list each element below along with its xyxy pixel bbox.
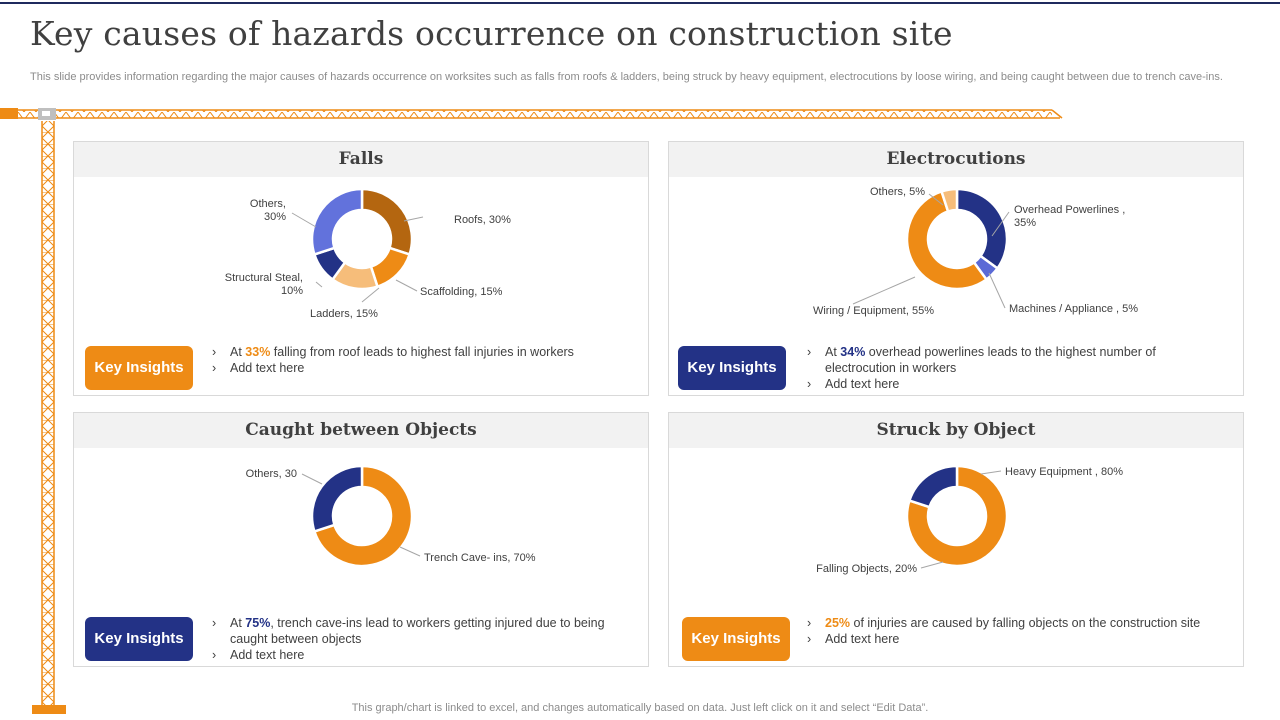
chart-falls[interactable]: [74, 177, 648, 337]
insight-item: › At 34% overhead powerlines leads to the highest number of electrocution in workers: [807, 344, 1217, 376]
insight-highlight: 25%: [825, 616, 851, 630]
slice-label: Machines / Appliance , 5%: [1009, 303, 1139, 315]
slice-label: Heavy Equipment , 80%: [1005, 466, 1124, 478]
insight-item: › At 75%, trench cave-ins lead to workers getting injured due to being caught between objects: [212, 615, 622, 647]
insight-item: › Add text here: [807, 631, 1217, 647]
insights-list-struck: [807, 615, 1217, 647]
chart-electrocutions[interactable]: [669, 177, 1243, 337]
leader-line: [292, 213, 316, 227]
insight-item: › 25% of injuries are caused by falling objects on the construction site: [807, 615, 1217, 631]
top-rule: [0, 2, 1280, 4]
slice-label: Ladders, 15%: [310, 308, 378, 320]
panel-caught: [73, 412, 649, 667]
slice-label: Roofs, 30%: [454, 214, 511, 226]
leader-line: [921, 562, 943, 568]
slice-label: Others, 30%: [249, 198, 286, 223]
key-insights-button-caught[interactable]: Key Insights: [85, 617, 193, 661]
slice-label: Others, 30: [245, 468, 297, 480]
chart-struck[interactable]: [669, 448, 1243, 608]
key-insights-button-struck[interactable]: Key Insights: [682, 617, 790, 661]
leader-line: [400, 547, 420, 556]
slice-label: Others, 5%: [869, 186, 925, 198]
page-subtitle: This slide provides information regarding the major causes of hazards occurrence on worksites such as falls from roofs & ladders, being struck by heavy equipment, electrocutions by loose wiring, and being caught between due to trench cave-ins.: [30, 71, 1223, 83]
leader-line: [316, 282, 322, 287]
donut-slice[interactable]: [312, 189, 362, 254]
footer-note: This graph/chart is linked to excel, and changes automatically based on data. Just left click on it and select “Edit Data”.: [351, 702, 929, 714]
insight-highlight: 75%: [245, 616, 271, 630]
donut-slice[interactable]: [362, 189, 412, 254]
panel-falls-title: Falls: [74, 142, 648, 177]
panel-caught-title: Caught between Objects: [74, 413, 648, 448]
insights-list-caught: [212, 615, 622, 663]
leader-line: [989, 273, 1005, 308]
leader-line: [396, 280, 417, 291]
panel-electrocutions-title: Electrocutions: [669, 142, 1243, 177]
key-insights-button-electrocutions[interactable]: Key Insights: [678, 346, 786, 390]
slice-label: Trench Cave- ins, 70%: [424, 552, 536, 564]
insight-item: › Add text here: [807, 376, 1217, 392]
leader-line: [853, 277, 915, 304]
slice-label: Wiring / Equipment, 55%: [812, 305, 934, 317]
slice-label: Overhead Powerlines , 35%: [1014, 204, 1126, 229]
key-insights-button-falls[interactable]: Key Insights: [85, 346, 193, 390]
page-title: Key causes of hazards occurrence on construction site: [30, 14, 953, 53]
panel-electrocutions: [668, 141, 1244, 396]
panel-struck: [668, 412, 1244, 667]
insight-item: › Add text here: [212, 647, 622, 663]
insight-item: › Add text here: [212, 360, 622, 376]
panel-struck-title: Struck by Object: [669, 413, 1243, 448]
insight-item: › At 33% falling from roof leads to highest fall injuries in workers: [212, 344, 622, 360]
slice-label: Scaffolding, 15%: [420, 286, 503, 298]
leader-line: [302, 474, 322, 484]
donut-slice[interactable]: [312, 466, 362, 531]
donut-slice[interactable]: [909, 466, 957, 507]
slice-label: Falling Objects, 20%: [816, 563, 917, 575]
insight-highlight: 34%: [840, 345, 866, 359]
insights-list-electrocutions: [807, 344, 1217, 392]
insights-list-falls: [212, 344, 622, 376]
chart-caught[interactable]: [74, 448, 648, 608]
panel-falls: [73, 141, 649, 396]
slice-label: Structural Steal, 10%: [224, 272, 303, 297]
insight-highlight: 33%: [245, 345, 271, 359]
